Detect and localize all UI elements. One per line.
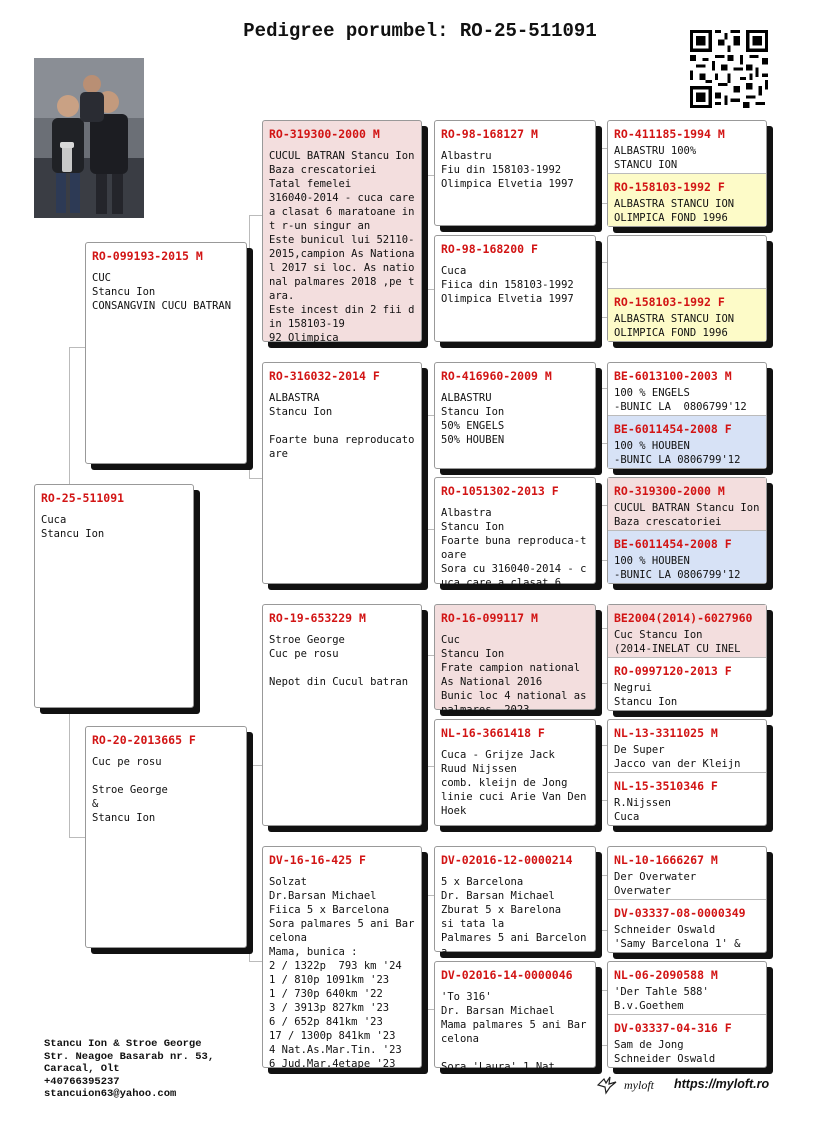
pigeon-card-gen3-4[interactable] bbox=[434, 477, 596, 589]
pigeon-card-dam[interactable] bbox=[85, 726, 247, 948]
gen4-sire-section[interactable] bbox=[608, 121, 766, 173]
pigeon-details: Albastru Fiu din 158103-1992 Olimpica Elvetia 1997 bbox=[441, 150, 574, 190]
gen4-sire-section[interactable] bbox=[608, 720, 766, 772]
owner-photo bbox=[34, 58, 144, 218]
pigeon-details: Cuc Stancu Ion (2014-INELAT CU INEL bbox=[614, 629, 741, 655]
owner-street: Str. Neagoe Basarab nr. 53, bbox=[44, 1050, 215, 1063]
ring-number: NL-15-3510346 F bbox=[614, 779, 718, 793]
ring-number: BE2004(2014)-6027960 bbox=[614, 611, 753, 625]
pigeon-card-gen4-pair-8[interactable] bbox=[607, 961, 767, 1068]
owner-email[interactable]: stancuion63@yahoo.com bbox=[44, 1088, 177, 1100]
pigeon-details: Cuca - Grijze Jack Ruud Nijssen comb. kleijn de Jong linie cuci Arie Van Den Hoek bbox=[441, 749, 587, 817]
pigeon-card-gen3-7[interactable] bbox=[434, 846, 596, 958]
gen4-sire-section[interactable] bbox=[608, 605, 766, 657]
pigeon-card-dam-dam[interactable] bbox=[262, 846, 422, 1068]
gen4-sire-section[interactable] bbox=[608, 962, 766, 1014]
pigeon-card-gen3-3[interactable] bbox=[434, 362, 596, 469]
ring-number: NL-10-1666267 M bbox=[614, 853, 718, 867]
pigeon-details: Cuca Fiica din 158103-1992 Olimpica Elvetia 1997 bbox=[441, 265, 574, 305]
ring-number: RO-98-168200 F bbox=[441, 242, 538, 256]
myloft-logo bbox=[596, 1075, 654, 1095]
pigeon-details: 'To 316' Dr. Barsan Michael Mama palmares 5 ani Barcelona Sora 'Laura' 1 Nat bbox=[441, 991, 587, 1073]
pigeon-card-gen4-pair-2[interactable] bbox=[607, 235, 767, 342]
ring-number: RO-416960-2009 M bbox=[441, 369, 552, 383]
gen4-dam-section[interactable] bbox=[608, 530, 766, 583]
connector-subject-dam bbox=[69, 707, 86, 838]
ring-number: DV-02016-12-0000214 bbox=[441, 853, 573, 867]
ring-number: RO-158103-1992 F bbox=[614, 295, 725, 309]
pigeon-details: CUC Stancu Ion CONSANGVIN CUCU BATRAN bbox=[92, 272, 232, 312]
website-link[interactable]: https://myloft.ro bbox=[674, 1077, 770, 1091]
qr-code-icon bbox=[690, 30, 768, 108]
pigeon-details: ALBASTRU 100% STANCU ION bbox=[614, 145, 697, 171]
connector-subject-sire bbox=[69, 347, 86, 485]
pigeon-details: Sam de Jong Schneider Oswald bbox=[614, 1039, 716, 1065]
pigeon-card-sire-sire[interactable] bbox=[262, 120, 422, 342]
pigeon-details: 100 % HOUBEN -BUNIC LA 0806799'12 bbox=[614, 440, 741, 466]
pigeon-card-gen4-pair-6[interactable] bbox=[607, 719, 767, 826]
pigeon-details: Cuca Stancu Ion bbox=[41, 514, 105, 540]
ring-number: DV-02016-14-0000046 bbox=[441, 968, 573, 982]
gen4-dam-section[interactable] bbox=[608, 288, 766, 341]
ring-number: NL-13-3311025 M bbox=[614, 726, 718, 740]
pigeon-details: ALBASTRA STANCU ION OLIMPICA FOND 1996 bbox=[614, 313, 735, 339]
pigeon-logo-icon bbox=[596, 1075, 618, 1095]
pigeon-card-gen4-pair-3[interactable] bbox=[607, 362, 767, 469]
pigeon-details: 100 % HOUBEN -BUNIC LA 0806799'12 bbox=[614, 555, 741, 581]
ring-number: NL-06-2090588 M bbox=[614, 968, 718, 982]
pigeon-details: De Super Jacco van der Kleijn bbox=[614, 744, 741, 770]
pigeon-details: Cuc Stancu Ion Frate campion national As National 2016 Bunic loc 4 national as palmares, 2023 bbox=[441, 634, 587, 716]
pigeon-details: ALBASTRA STANCU ION OLIMPICA FOND 1996 bbox=[614, 198, 735, 224]
ring-number: RO-319300-2000 M bbox=[269, 127, 380, 141]
ring-number: DV-03337-08-0000349 bbox=[614, 906, 746, 920]
ring-number: RO-16-099117 M bbox=[441, 611, 538, 625]
pigeon-card-gen3-1[interactable] bbox=[434, 120, 596, 226]
page-title: Pedigree porumbel: RO-25-511091 bbox=[243, 20, 597, 42]
pigeon-details: R.Nijssen Cuca bbox=[614, 797, 671, 823]
pigeon-card-gen3-8[interactable] bbox=[434, 961, 596, 1073]
gen4-dam-section[interactable] bbox=[608, 657, 766, 710]
ring-number: BE-6011454-2008 F bbox=[614, 422, 732, 436]
ring-number: RO-1051302-2013 F bbox=[441, 484, 559, 498]
ring-number: DV-03337-04-316 F bbox=[614, 1021, 732, 1035]
pigeon-details: CUCUL BATRAN Stancu Ion Baza crescatoriei bbox=[614, 502, 760, 528]
pigeon-details: Albastra Stancu Ion Foarte buna reproduca-toare Sora cu 316040-2014 - cuca care a clasat 6 bbox=[441, 507, 587, 589]
gen4-sire-section[interactable] bbox=[608, 478, 766, 530]
owner-contact bbox=[44, 1038, 214, 1101]
gen4-dam-section[interactable] bbox=[608, 415, 766, 468]
gen4-dam-section[interactable] bbox=[608, 173, 766, 226]
ring-number: DV-16-16-425 F bbox=[269, 853, 366, 867]
gen4-sire-section[interactable] bbox=[608, 236, 766, 288]
logo-text: myloft bbox=[624, 1077, 654, 1092]
ring-number: RO-19-653229 M bbox=[269, 611, 366, 625]
pigeon-details: Der Overwater Overwater bbox=[614, 871, 697, 897]
owner-phone: +40766395237 bbox=[44, 1075, 120, 1088]
ring-number: RO-099193-2015 M bbox=[92, 249, 203, 263]
pigeon-card-sire[interactable] bbox=[85, 242, 247, 464]
ring-number: RO-20-2013665 F bbox=[92, 733, 196, 747]
pigeon-card-gen4-pair-1[interactable] bbox=[607, 120, 767, 227]
pigeon-details: Stroe George Cuc pe rosu Nepot din Cucul batran bbox=[269, 634, 409, 688]
pigeon-details: 100 % ENGELS -BUNIC LA 0806799'12 bbox=[614, 387, 747, 413]
pigeon-card-subject[interactable] bbox=[34, 484, 194, 708]
ring-number: RO-98-168127 M bbox=[441, 127, 538, 141]
gen4-sire-section[interactable] bbox=[608, 847, 766, 899]
gen4-dam-section[interactable] bbox=[608, 1014, 766, 1067]
ring-number: BE-6011454-2008 F bbox=[614, 537, 732, 551]
ring-number: RO-158103-1992 F bbox=[614, 180, 725, 194]
pigeon-details: CUCUL BATRAN Stancu Ion Baza crescatoriei Tatal femelei 316040-2014 - cuca care a clasat 6 maratoane int r-un singur an Este bunicul lui 52110-2015,campion As National 2017 si loc. As national palmares 2018 ,pe tara. Este incest din 2 fii din 158103-19 92 Olimpica bbox=[269, 150, 415, 344]
pigeon-details: Solzat Dr.Barsan Michael Fiica 5 x Barcelona Sora palmares 5 ani Barcelona Mama, bunica : 2 / 1322p 793 km '24 1 / 810p 1091km '23 1 / 730p 640km '22 3 / 3913p 827km '23 6 / 652p 841km '23 17 / 1300p 841km '23 4 Nat.As.Mar.Tin. '23 6 Jud.Mar.4etape '23 bbox=[269, 876, 415, 1070]
connector-sire-parents bbox=[249, 215, 263, 479]
owner-names: Stancu Ion & Stroe George bbox=[44, 1038, 202, 1050]
ring-number: RO-411185-1994 M bbox=[614, 127, 725, 141]
pigeon-card-gen4-pair-7[interactable] bbox=[607, 846, 767, 953]
ring-number: RO-316032-2014 F bbox=[269, 369, 380, 383]
ring-number: RO-25-511091 bbox=[41, 491, 125, 505]
pigeon-details: Cuc pe rosu Stroe George & Stancu Ion bbox=[92, 756, 168, 824]
ring-number: BE-6013100-2003 M bbox=[614, 369, 732, 383]
ring-number: RO-319300-2000 M bbox=[614, 484, 725, 498]
pigeon-card-gen3-6[interactable] bbox=[434, 719, 596, 826]
pigeon-card-gen3-5[interactable] bbox=[434, 604, 596, 716]
pigeon-details: ALBASTRU Stancu Ion 50% ENGELS 50% HOUBEN bbox=[441, 392, 505, 446]
pigeon-card-gen3-2[interactable] bbox=[434, 235, 596, 342]
connector-dam-parents bbox=[249, 765, 263, 962]
pigeon-card-dam-sire[interactable] bbox=[262, 604, 422, 826]
ring-number: RO-0997120-2013 F bbox=[614, 664, 732, 678]
ring-number: NL-16-3661418 F bbox=[441, 726, 545, 740]
owner-city: Caracal, Olt bbox=[44, 1063, 120, 1075]
pigeon-details: Negrui Stancu Ion bbox=[614, 682, 678, 708]
pigeon-details: Schneider Oswald 'Samy Barcelona 1' & bbox=[614, 924, 741, 950]
gen4-dam-section[interactable] bbox=[608, 899, 766, 952]
pigeon-card-gen4-pair-4[interactable] bbox=[607, 477, 767, 584]
pigeon-card-gen4-pair-5[interactable] bbox=[607, 604, 767, 711]
gen4-dam-section[interactable] bbox=[608, 772, 766, 825]
pigeon-card-sire-dam[interactable] bbox=[262, 362, 422, 584]
gen4-sire-section[interactable] bbox=[608, 363, 766, 415]
pigeon-details: ALBASTRA Stancu Ion Foarte buna reproducatoare bbox=[269, 392, 415, 460]
pigeon-details: 5 x Barcelona Dr. Barsan Michael Zburat 5 x Barelona si tata la Palmares 5 ani Barcelona bbox=[441, 876, 587, 958]
pigeon-details: 'Der Tahle 588' B.v.Goethem bbox=[614, 986, 709, 1012]
